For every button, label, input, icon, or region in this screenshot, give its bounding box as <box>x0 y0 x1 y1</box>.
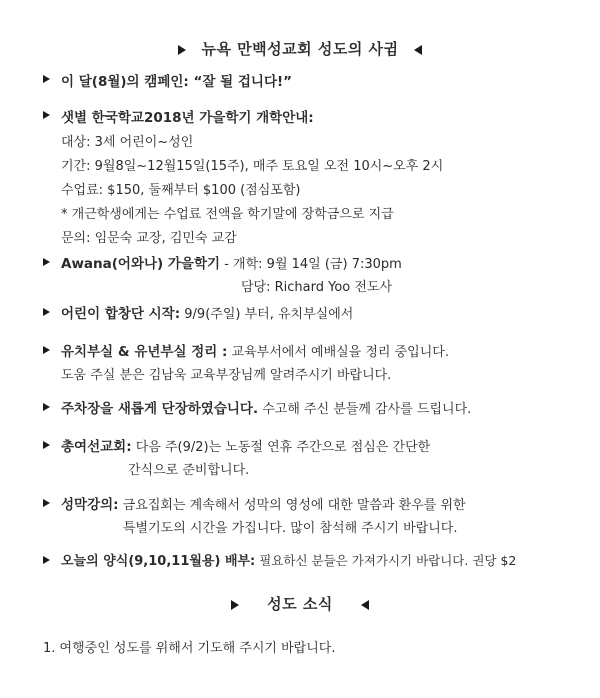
bullet-icon <box>43 346 50 354</box>
choir-row <box>61 302 353 322</box>
parking-detail: 수고해 주신 분들께 감사를 드립니다. <box>262 402 472 417</box>
school-line: * 개근학생에게는 수업료 전액을 학기말에 장학금으로 지급 <box>61 207 394 222</box>
news-item: 1. 여행중인 성도를 위해서 기도해 주시기 바랍니다. <box>43 641 336 656</box>
school-line: 문의: 임문숙 교장, 김민숙 교감 <box>61 231 237 246</box>
bullet-icon <box>43 556 50 564</box>
page-title-row <box>0 38 600 59</box>
nursery-detail: 교육부서에서 예배실을 정리 중입니다. <box>231 345 449 360</box>
triangle-left-icon <box>361 600 369 610</box>
fellowship-heading: 총여선교회: <box>61 439 132 455</box>
bullet-icon <box>43 258 50 266</box>
triangle-right-icon <box>231 600 239 610</box>
bullet-icon <box>43 499 50 507</box>
school-line: 기간: 9월8일~12월15일(15주), 매주 토요일 오전 10시~오후 2시 <box>61 159 444 174</box>
news-title-row <box>0 593 600 614</box>
guide-heading: 오늘의 양식(9,10,11월용) 배부: <box>61 554 256 569</box>
bullet-icon <box>43 441 50 449</box>
choir-detail: 9/9(주일) 부터, 유치부실에서 <box>184 307 354 322</box>
nursery-line2: 도움 주실 분은 김남욱 교육부장님께 알려주시기 바랍니다. <box>61 368 392 383</box>
lecture-detail: 금요집회는 계속해서 성막의 영성에 대한 말씀과 환우를 위한 <box>122 498 466 513</box>
bullet-icon <box>43 403 50 411</box>
parking-row <box>61 397 471 417</box>
bullet-icon <box>43 75 50 83</box>
awana-row <box>61 252 402 272</box>
lecture-row <box>61 493 466 513</box>
fellowship-detail: 다음 주(9/2)는 노동절 연휴 주간으로 점심은 간단한 <box>135 440 431 455</box>
fellowship-row <box>61 435 430 455</box>
lecture-line2: 특별기도의 시간을 가집니다. 많이 참석해 주시기 바랍니다. <box>123 521 458 536</box>
bullet-icon <box>43 111 50 119</box>
school-line: 대상: 3세 어린이~성인 <box>61 135 194 150</box>
triangle-left-icon <box>414 45 422 55</box>
triangle-right-icon <box>178 45 186 55</box>
lecture-heading: 성막강의: <box>61 497 119 513</box>
nursery-heading: 유치부실 & 유년부실 정리 : <box>61 344 228 360</box>
awana-leader: 담당: Richard Yoo 전도사 <box>241 280 393 295</box>
nursery-row <box>61 340 449 360</box>
campaign-heading: 이 달(8월)의 캠페인: “잘 될 겁니다!” <box>61 74 293 90</box>
awana-heading: Awana(어와나) 가을학기 <box>61 256 221 272</box>
fellowship-line2: 간식으로 준비합니다. <box>128 463 250 478</box>
page-title: 뉴욕 만백성교회 성도의 사귐 <box>201 40 399 58</box>
news-title: 성도 소식 <box>267 595 333 613</box>
choir-heading: 어린이 합창단 시작: <box>61 306 181 322</box>
guide-row <box>61 550 516 569</box>
parking-heading: 주차장을 새롭게 단장하였습니다. <box>61 401 259 417</box>
school-line: 수업료: $150, 둘째부터 $100 (점심포함) <box>61 183 301 198</box>
guide-detail: 필요하신 분들은 가져가시기 바랍니다. 권당 $2 <box>259 553 517 568</box>
school-heading: 샛별 한국학교2018년 가을학기 개학안내: <box>61 110 314 126</box>
awana-detail: - 개학: 9월 14일 (금) 7:30pm <box>224 257 402 272</box>
bullet-icon <box>43 308 50 316</box>
